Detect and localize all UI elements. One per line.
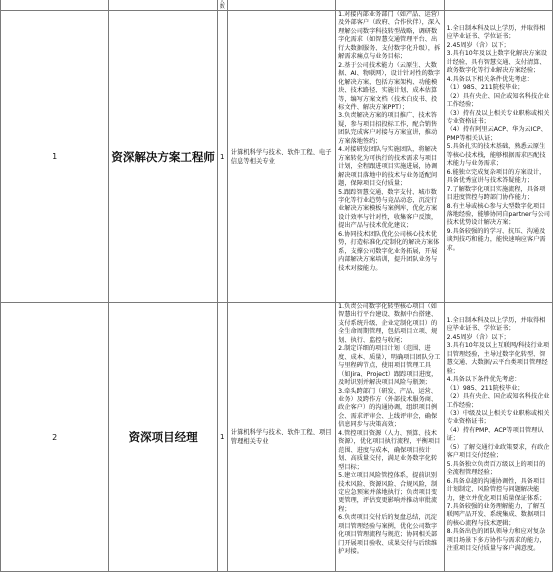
headcount: 1 [217,11,227,303]
job-duties [336,303,444,572]
major-requirement: 计算机科学与技术、软件工程、项目管理相关专业 [227,303,335,572]
requirement-item: （2）具有央企、国企或知名科技企业工作经验； [446,393,550,409]
duty-item: 3.牵头跨部门（研发、产品、运营、业务）及跨作方（外部技术服务商、政企客户）的沟通协调，组织项目例会、需求评审会、上线评审会，确保信息同步与决策高效； [338,387,438,429]
position-title: 资深项目经理 [109,303,217,572]
requirement-item: 7.具备较强的业务理解能力，了解互联网产品开发、系统集成、数据项目的核心流程与技术逻辑； [446,502,546,527]
requirement-item: （3）持有及以上相关专业职称或相关专业资格证书； [446,109,550,125]
requirement-item: 8.有主导或核心参与大型数字化项目落地经验，能够协同自partner与公司技术优势设计解决方案； [446,202,550,227]
requirement-item: （2）具有央企、国企或知名科技企业工作经验； [446,92,550,109]
duty-item: 5.建立项目风险管控体系，提前识别技术风险、资源风险、合规风险，制定应急预案并落地执行；负责项目变更管理，评估变更影响并推动审批流程； [338,472,438,513]
duty-item: 4.对接研发团队与实施团队，将解决方案转化为可执行的技术需求与项目计划，全程跟进项目实施进展，协调解决项目落地中的技术与业务适配问题，保障项目交付质量； [338,146,438,188]
header-cell-position [109,0,217,11]
requirement-item: （3）中级及以上相关专业职称或相关专业资格证书； [446,409,550,426]
row-number: 1 [1,11,109,303]
requirement-item: 1.全日制本科及以上学历，并取得相应毕业证书、学位证书； [446,317,546,333]
requirement-item: 5.具备扎实的技术基础，熟悉云原生等核心技术栈，能够根据需求匹配技术能力与业务需求； [446,143,546,168]
duty-item: 6.负责项目交付后的复盘总结，沉淀项目管理经验与案例，优化公司数字化项目管理流程与规范；协同相关部门开展项目验收、成果交付与后续维护对接。 [338,514,438,556]
requirement-item: （4）持有阿里云ACP、华为云ICP、PMP等相关认证； [446,126,547,142]
requirement-item: 8.具备出色的团队领导力和应对复杂项目场景下多方协作与需求的能力，注重项目交付质量与客户满意度。 [446,528,546,553]
header-cell-requirements [444,0,552,11]
table-row [1,303,553,572]
requirement-item: 6.能独立完成复杂项目的方案设计，具备优秀宣讲与技术答疑能力； [446,168,546,185]
header-cell-count: 人数 [217,0,227,11]
duty-item: 1.负责公司数字化转型核心项目（如智慧出行平台建设、数据中台搭建、支付系统升级、企业定制化项目）的全生命周期管理，包括项目立项、规划、执行、监控与收尾； [338,303,438,344]
header-fragment-row [1,0,553,11]
requirement-item: （4）持有PMP、ACP等项目管理认证； [446,426,544,443]
duty-item: 2.基于公司技术能力（云原生、大数据、AI、物联网），设计针对性的数字化解决方案，包括方案架构、功能模块、技术路径、实施计划、成本估算等，编写方案文档（技术白皮书、投标文件、解决方案PPT）； [338,61,441,111]
header-cell-major [227,0,335,11]
requirement-item: 9.具备较强的的学习、抗压、沟通及谈判技巧和能力，能快速响应客户需求。 [446,227,546,252]
requirement-item: 7.了解数字化项目实施流程，具备项目进度管控与跨部门协作能力； [446,185,546,202]
requirement-item: 5.具备独立负责百万级以上的项目的全流程管理经验； [446,460,546,477]
position-title: 资深解决方案工程师 [109,11,217,303]
duty-item: 2.制定详细的项目计划（范围、进度、成本、质量），明确项目团队分工与里程碑节点，使用项目管理工具（如Jira、Project）跟踪项目进度，及时识别并解决项目风险与瓶颈； [338,345,441,387]
header-cell-duties [336,0,444,11]
major-requirement: 计算机科学与技术、软件工程、电子信息等相关专业 [227,11,335,303]
table-row [1,11,553,303]
requirement-item: 3.具有10年及以上互联网/科技行业项目管理经验，主导过数字化转型、智慧交通、大数据/云平台类项目管理经验； [446,342,550,375]
duty-item: 3.负责解决方案的项目推广、技术答疑，参与项目招投标工作，配合销售团队完成客户对接与方案宣讲，推动方案落地签约； [338,112,438,145]
header-cell-no [1,0,109,11]
requirement-item: 4.具备以下相关条件优先考虑： [446,75,533,83]
requirement-item: 3.具有10年及以上数字化解决方案设计经验，具有智慧交通、支付清算、政务数字化等行业解决方案经验； [446,50,547,75]
duty-item: 6.协同技术团队优化公司核心技术优势，打造标准化/定制化的解决方案体系，支撑公司数字化业务拓展，开展内部解决方案培训，提升团队业务与技术对接能力。 [338,230,440,272]
requirement-item: （1）985、211院校毕业； [446,384,524,392]
requirement-item: （1）985、211院校毕业； [446,84,524,92]
job-requirements [444,303,552,572]
row-number: 2 [1,303,109,572]
requirement-item: （5）了解交通行业政策要求，有政企客户项目交付经验； [446,443,550,460]
duty-item: 5.跟踪智慧交通、数字支付、城市数字化等行业趋势与竞品动态，沉淀行业解决方案模板与案例库，优化方案设计效率与针对性，收集客户反馈，提出产品与技术优化建议； [338,188,438,230]
job-requirements [444,11,552,303]
requirement-item: 2.45周岁（含）以下； [446,333,510,341]
headcount: 1 [217,303,227,572]
requirement-item: 4.具备以下条件优先考虑： [446,376,521,384]
duty-item: 1.对接内部业务部门（如产品、运营）及外部客户（政府、合作伙伴），深入理解公司数字科技转型战略，调研数字化需求（如智慧交通管理平台、出行大数据服务、支付数字化升级），拆解需求痛点与业务目标； [338,11,441,61]
requirement-item: 6.具备卓越的沟通协调性，具备项目计划制定、风险管控与问题解决能力，建立并优化项目质量保证体系； [446,477,546,502]
requirement-item: 1.全日制本科及以上学历，并取得相应毕业证书、学位证书； [446,25,546,41]
job-duties [336,11,444,303]
requirement-item: 2.45周岁（含）以下； [446,41,510,49]
duty-item: 4.管控项目资源（人力、预算、技术资源），优化项目执行流程，平衡项目范围、进度与成本，确保项目按计划、高质量交付，满足业务数字化转型目标； [338,429,441,471]
